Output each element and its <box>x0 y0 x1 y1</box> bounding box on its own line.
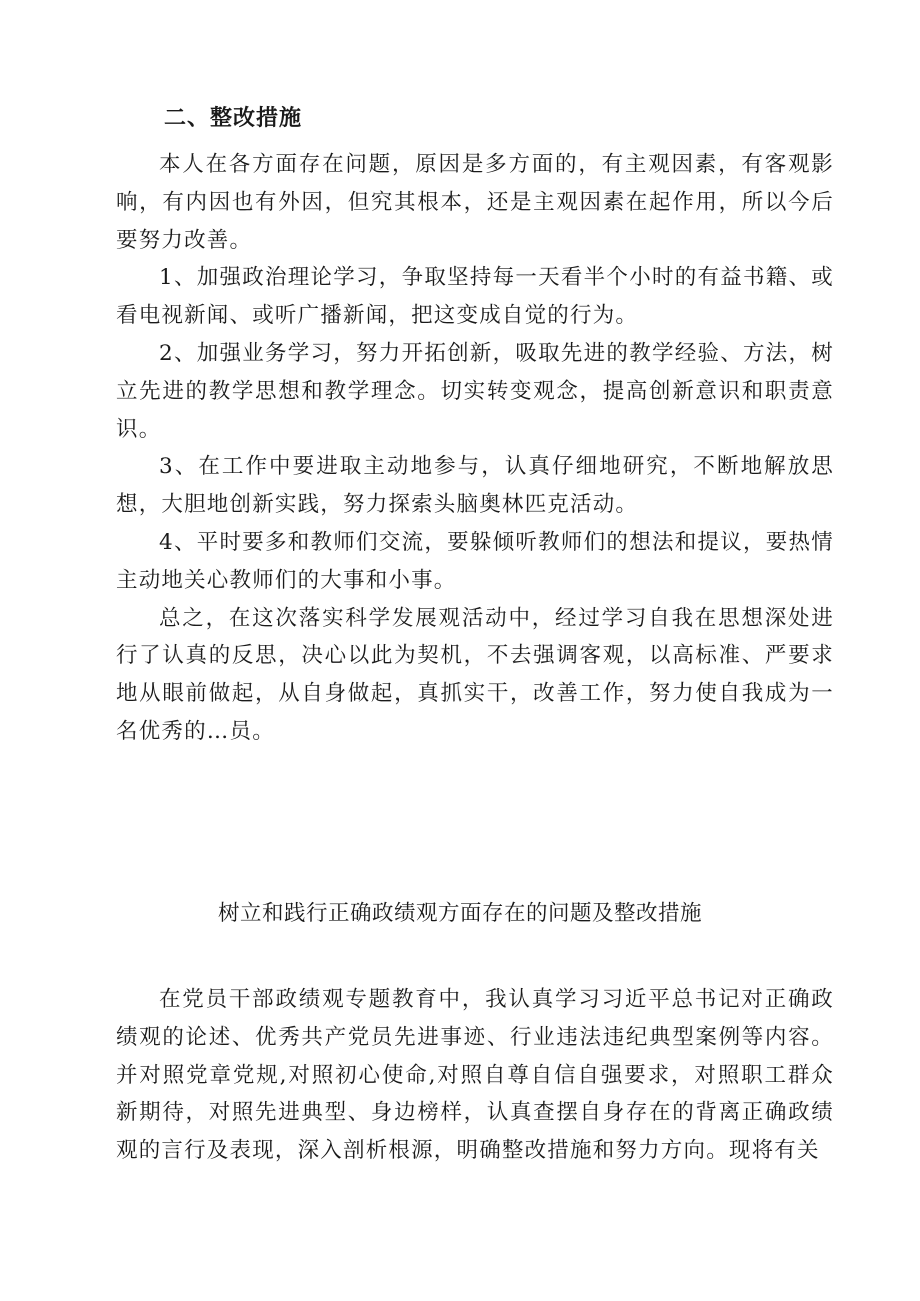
paragraph-measure-3: 3、在工作中要进取主动地参与，认真仔细地研究，不断地解放思想，大胆地创新实践，努力探索头脑奥林匹克活动。 <box>116 454 834 518</box>
section-heading: 二、整改措施 <box>164 106 303 131</box>
paragraph-intro: 本人在各方面存在问题，原因是多方面的，有主观因素，有客观影响，有内因也有外因，但究其根本，还是主观因素在起作用，所以今后要努力改善。 <box>116 152 834 253</box>
paragraph-article-intro: 在党员干部政绩观专题教育中，我认真学习习近平总书记对正确政绩观的论述、优秀共产党员先进事迹、行业违法违纪典型案例等内容。并对照党章党规,对照初心使命,对照自尊自信自强要求，对照职工群众新期待，对照先进典型、身边榜样，认真查摆自身存在的背离正确政绩观的言行及表现，深入剖析根源，明确整改措施和努力方向。现将有关 <box>116 987 834 1164</box>
paragraph-measure-4: 4、平时要多和教师们交流，要躲倾听教师们的想法和提议，要热情主动地关心教师们的大事和小事。 <box>116 529 834 593</box>
paragraph-measure-1: 1、加强政治理论学习，争取坚持每一天看半个小时的有益书籍、或看电视新闻、或听广播新闻，把这变成自觉的行为。 <box>116 265 834 329</box>
article-title: 树立和践行正确政绩观方面存在的问题及整改措施 <box>217 901 702 926</box>
section-body <box>116 146 834 751</box>
paragraph-conclusion: 总之，在这次落实科学发展观活动中，经过学习自我在思想深处进行了认真的反思，决心以此为契机，不去强调客观，以高标准、严要求地从眼前做起，从自身做起，真抓实干，改善工作，努力使自我成为一名优秀的…员。 <box>116 605 834 744</box>
paragraph-measure-2: 2、加强业务学习，努力开拓创新，吸取先进的教学经验、方法，树立先进的教学思想和教学理念。切实转变观念，提高创新意识和职责意识。 <box>116 340 834 442</box>
article-body <box>116 981 834 1170</box>
